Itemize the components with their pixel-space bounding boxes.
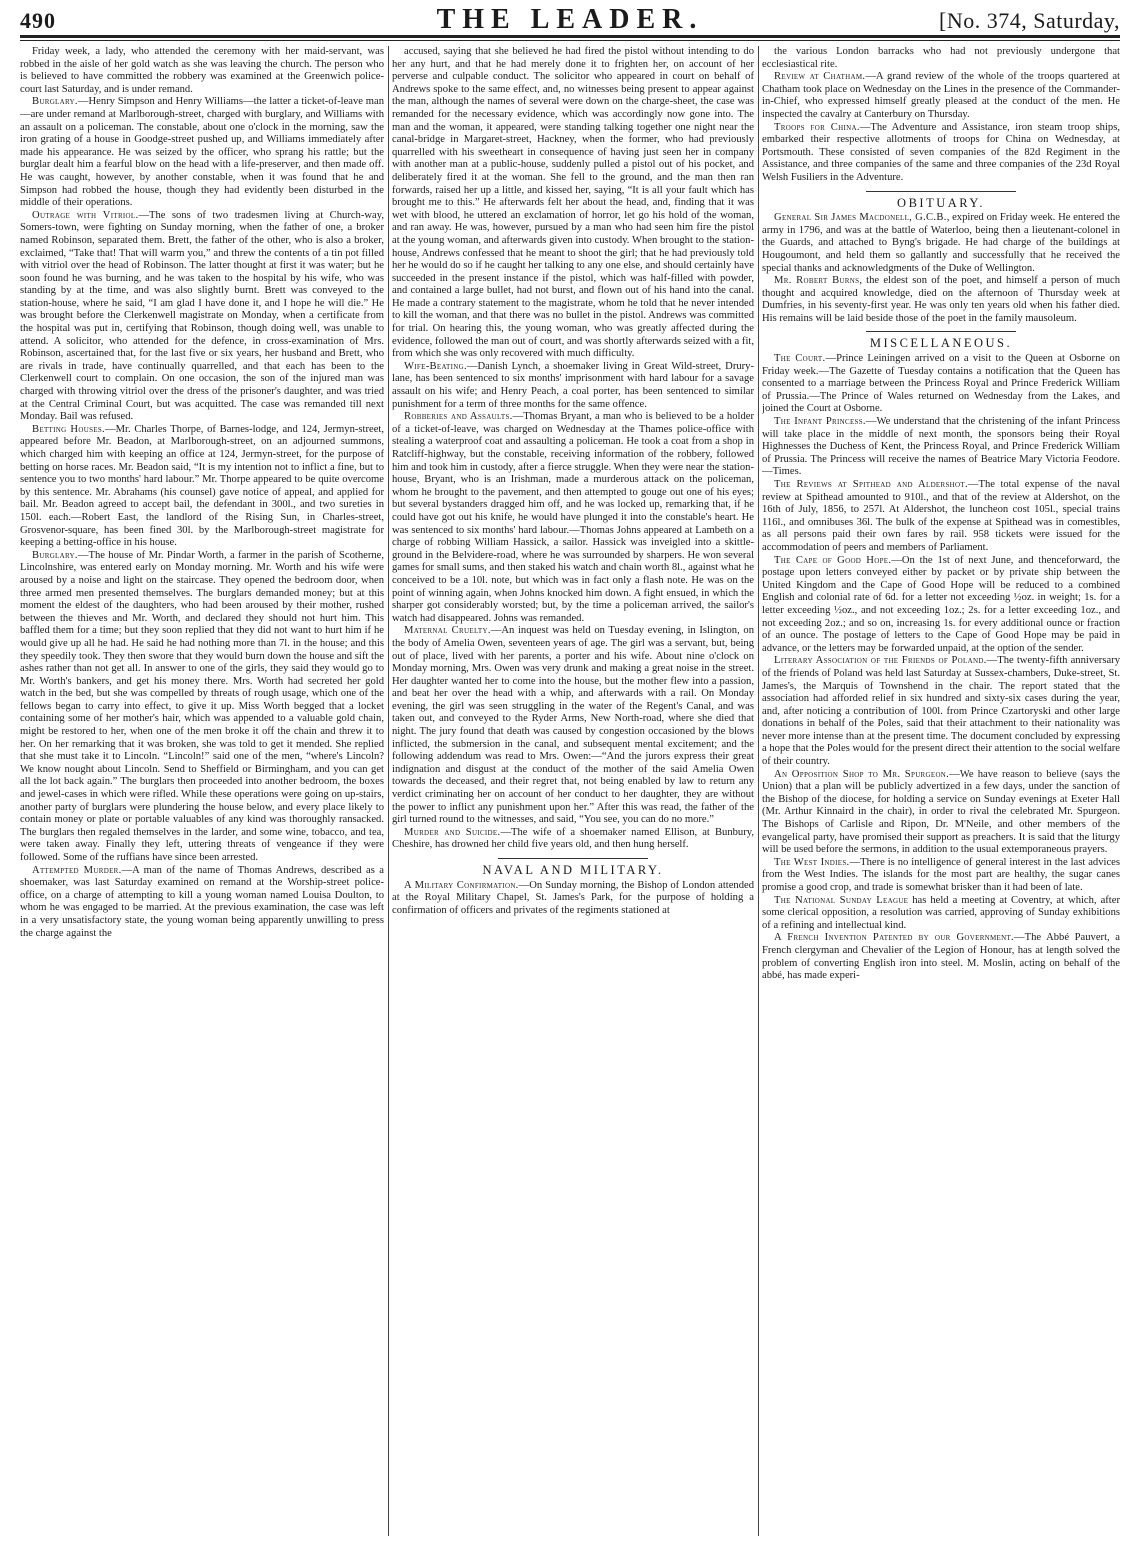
article-paragraph <box>392 411 754 625</box>
article-paragraph <box>20 210 384 424</box>
article-paragraph <box>392 827 754 852</box>
article-paragraph <box>762 555 1120 656</box>
article-text: —Thomas Bryant, a man who is believed to be a holder of a ticket-of-leave, was charged on Wednesday at the Thames police-office with stealing a waterproof coat and assaulting a policeman. He took a coat from a shop in Ratcliff-highway, but the constable, receiving information of the robbery, followed him and took him in custody, after a fierce struggle. When they were near the station-house, Bryant, who is an Irishman, made a murderous attack on the policeman, whom he brought to the pavement, and then attempted to gouge out one of his eyes; but several bystanders dragged him off, and he was locked up, remarking that, if he could have got out his knife, he would have plunged it into the constable's heart. He was sentenced to six months' hard labour.—Thomas Johns appeared at Lambeth on a charge of robbing William Hassick, a sailor. Hassick was inveigled into a skittle-ground in the Belvidere-road, where he was surrounded by sharpers. He won several games for small sums, and then staked his watch and chain worth 8l., against what he conceived to be a 10l. note, but which was in fact only a flash note. He was on the point of winning again, when Johns knocked him down. A fight ensued, in which the sharper got considerably worsted; but, by the time a policeman arrived, the sailor's watch had disappeared. Johns was remanded. <box>392 411 754 624</box>
article-paragraph <box>20 424 384 550</box>
column-3 <box>762 46 1120 1536</box>
article-paragraph <box>762 122 1120 185</box>
article-text: has held a meeting at Coventry, at which, after some clerical opposition, a resolution was carried, approving of Sunday exhibitions of a refining and intellectual kind. <box>762 894 1120 931</box>
article-paragraph <box>762 769 1120 857</box>
article-text: —The Abbé Pauvert, a French clergyman and Chevalier of the Legion of Honour, has at length solved the problem of converting English iron into steel. M. Moslin, acting on behalf of the abbé, has made experi- <box>762 932 1120 982</box>
article-paragraph <box>20 96 384 209</box>
article-text: —Mr. Charles Thorpe, of Barnes-lodge, and 124, Jermyn-street, appeared before Mr. Beadon, at Marlborough-street, on an adjourned summons, which charged him with keeping an office at 124, Jermyn-street, for the purpose of betting on horse races. Mr. Beadon said, “It is my intention not to inflict a fine, but to sentence you to two months' hard labour.” Mr. Thorpe appeared to be quite overcome by this sentence. Mr. Abrahams (his counsel) gave notice of appeal, and applied for bail. Mr. Beadon agreed to accept bail, the defendant in 300l., and two sureties in 150l. each.—Robert East, the landlord of the Rising Sun, in Charles-street, Grosvenor-square, has been fined 30l. by the Marlborough-street magistrate for keeping a betting-office in his house. <box>20 423 384 549</box>
column-2 <box>392 46 754 1536</box>
article-lead: Troops for China. <box>774 121 860 133</box>
article-text: —The house of Mr. Pindar Worth, a farmer in the parish of Scotherne, Lincolnshire, was entered early on Monday morning. Mr. Worth and his wife were aroused by a noise and light on the staircase. They opened the bedroom door, when three armed men presented themselves. The burglars demanded money; but at this moment the eldest of the daughters, who had been aroused by their mother, rushed between the thieves and Mr. Worth, and declared they should not hurt him. This baffled them for a time; but they soon replied that they did not want to hurt him if he would give up all he had. He said he had nothing more than 7l. in the house; and this they speedily took. They then swore that they would burn down the house and sift the ashes rather than not get all. In answer to one of the girls, they said they would go to Mr. Worth's bankers, and get his money there. Mrs. Worth had secreted her gold watch in the bed, but she was compelled by threats of rough usage, which one of the fellows began to carry into effect, to give it up. Miss Worth begged that a locket containing some of her mother's hair, which was appended to a valuable gold chain, might be restored to her, when one of the men broke it off the chain and threw it to her. On her remarking that it was broken, she was told to get it mended. She replied that she must take it to Lincoln. “Lincoln!” said one of the men, “where's Lincoln? We know nought about Lincoln. Send to Sheffield or Birmingham, and you can get all the lot back again.” The burglars then proceeded into another bedroom, the boxes and jewel-cases in which were rifled. While these operations were going on up-stairs, another party of burglars were plundering the house below, and every place likely to contain money or plate or portable valuables of any kind was thoroughly ransacked. The burglars then regaled themselves in the larder, and some wine, tobacco, and tea, were taken away. Finally they left, uttering threats of vengeance if they were followed. Some of the ruffians have since been arrested. <box>20 549 384 863</box>
article-text: , expired on Friday week. He entered the army in 1796, and was at the battle of Waterloo, being then a lieutenant-colonel in the Guards, and attached to Byng's brigade. He had charge of the buildings at Hougoumont, and held them so gallantly and successfully that he received the special thanks and acknowledgments of the Duke of Wellington. <box>762 212 1120 274</box>
article-lead: Attempted Murder. <box>32 864 122 876</box>
article-lead: An Opposition Shop to Mr. Spurgeon. <box>774 768 950 780</box>
col1-articles <box>20 46 384 940</box>
column-divider <box>388 46 389 1536</box>
article-lead: Review at Chatham. <box>774 71 866 83</box>
article-lead: Burglary. <box>32 96 78 108</box>
column-1 <box>20 46 384 1536</box>
section-divider <box>866 331 1016 332</box>
newspaper-title: THE LEADER. <box>436 4 704 35</box>
masthead <box>20 4 1120 34</box>
article-paragraph <box>762 416 1120 479</box>
article-lead: Outrage with Vitriol. <box>32 209 139 221</box>
article-paragraph <box>762 895 1120 933</box>
article-text: —The wife of a shoemaker named Ellison, at Bunbury, Cheshire, has drowned her child five years old, and then hung herself. <box>392 826 754 851</box>
article-text: —The sons of two tradesmen living at Church-way, Somers-town, were fighting on Sunday morning, when the father of one, a broker named Robinson, separated them. Brett, the father of the other, who is also a broker, exclaimed, “Take that! That will warm you,” and threw the contents of a tin pot filled with vitriol over the head of Robinson. The latter thought at first it was water; but he soon found he was burning, and he was taken to the hospital by his wife, who was standing by at the time, and was also slightly burnt. Brett was conveyed to the station-house, where he said, “I am glad I have done it, and I hope he will die.” He was brought before the Clerkenwell magistrate on Monday, when a certificate from the hospital was put in, certifying that Robinson, though doing well, was unable to attend. A solicitor, who attended for the defence, in cross-examination of Mrs. Robinson, ascertained that, for the last five or six years, her husband and Brett, who are rivals in trade, have continually quarrelled, and that each has been to the Clerkenwell court to complain. On one occasion, the son of the injured man was charged with throwing vitriol over the dress of the prisoner's daughter, and was tried at the Central Criminal Court, but was acquitted. The case was remanded till next Monday. Bail was refused. <box>20 209 384 423</box>
article-lead: The West Indies. <box>774 856 850 868</box>
article-lead: The Court. <box>774 353 826 365</box>
article-paragraph <box>762 46 1120 71</box>
article-paragraph <box>20 550 384 865</box>
article-text: —We understand that the christening of the infant Princess will take place in the middle of next month, the sponsors being their Royal Highnesses the Duchess of Kent, the Princess Royal, and Prince Frederick William of Prussia. The Princess will receive the names of Beatrice Mary Victoria Feodore.—Times. <box>762 416 1120 478</box>
obituary-articles <box>762 212 1120 325</box>
article-lead: The Reviews at Spithead and Aldershot. <box>774 479 968 490</box>
masthead-rule <box>20 35 1120 38</box>
article-paragraph <box>20 865 384 941</box>
article-text: , the eldest son of the poet, and himself a person of much thought and acquired knowledge, died on the afternoon of Thursday week at Dumfries, in his seventy-first year. He was only ten years old when his father died. His remains will be laid beside those of the poet in the family mausoleum. <box>762 275 1120 324</box>
section-divider <box>498 858 648 859</box>
article-paragraph <box>762 71 1120 121</box>
article-paragraph <box>762 655 1120 768</box>
article-lead: Betting Houses. <box>32 423 106 435</box>
article-text: —There is no intelligence of general interest in the last advices from the West Indies. The islands for the most part are healthy, the sugar canes promise a good crop, and trade is somewhat brisker than it had been of late. <box>762 856 1120 893</box>
article-lead: A French Invention Patented by our Government. <box>774 932 1014 944</box>
section-heading-naval: NAVAL AND MILITARY. <box>482 863 664 877</box>
article-text: —The total expense of the naval review at Spithead amounted to 910l., and that of the review at Aldershot, on the 16th of July, 1856, to 257l. At Aldershot, the luncheon cost 105l., special trains 116l., and omnibuses 36l. The bulk of the expense at Spithead was in comestibles, as all persons paid their own fares by rail. 958 tickets were issued for the accommodation of peers and members of Parliament. <box>762 479 1120 553</box>
article-lead: Murder and Suicide. <box>404 826 501 838</box>
column-divider <box>758 46 759 1536</box>
section-divider <box>866 191 1016 192</box>
article-lead: The Infant Princess. <box>774 416 866 428</box>
article-lead: A Military Confirmation. <box>404 879 519 891</box>
col3-articles <box>762 46 1120 185</box>
article-lead: Burglary. <box>32 549 78 561</box>
article-paragraph <box>392 880 754 918</box>
article-lead: Robberies and Assaults. <box>404 411 513 423</box>
article-text: —On the 1st of next June, and thenceforward, the postage upon letters conveyed either by packet or by private ship between the United Kingdom and the Cape of Good Hope will be reduced to a combined English and colonial rate of 6d. for a letter not exceeding ½oz. in weight; 1s. for a letter exceeding ½oz., and not exceeding 1oz.; 2s. for a letter exceeding 1oz., and not exceeding 2oz.; and so on, increasing 1s. for every additional ounce or fraction of an ounce. The postage of letters to the Cape of Good Hope may be paid in advance, or the letters may be forwarded unpaid, at the option of the sender. <box>762 554 1120 654</box>
article-text: —The Adventure and Assistance, iron steam troop ships, embarked their respective allotments of troops for China on Wednesday, at Portsmouth. These consisted of seven companies of the 82d Regiment in the Assistance, and three companies of the same and three companies of the 23d Royal Welsh Fusiliers in the Adventure. <box>762 121 1120 183</box>
section-heading-miscellaneous: MISCELLANEOUS. <box>869 336 1013 351</box>
article-lead: The National Sunday League <box>774 894 909 906</box>
page-number: 490 <box>20 8 56 33</box>
article-text: —The twenty-fifth anniversary of the friends of Poland was held last Saturday at Sussex-chambers, Duke-street, St. James's, the Marquis of Townshend in the chair. The report stated that the association had afforded relief in six hundred and sixty-six cases during the year, and, after noticing a contribution of 100l. from Prince Czartoryski and other large donations in behalf of the Poles, said that their attachment to their nationality was never more intense than at the present time. The document concluded by expressing a hope that the Poles would for the present direct their attention to the social welfare of their country. <box>762 655 1120 768</box>
article-lead: Mr. Robert Burns <box>774 275 860 287</box>
article-text: accused, saying that she believed he had fired the pistol without intending to do her any hurt, and that he had merely done it to frighten her, on account of her perverse and culpable conduct. The solicitor who appeared in court on behalf of Andrews spoke to the same effect, and, no witnesses being present to appear against the man, although the names of several were down on the charge-sheet, the case was remanded for the necessary evidence, which was accordingly now gone into. The man and the woman, it appeared, were standing talking together one night near the canal-bridge in Margaret-street, Hackney, when the former, who had previously quarrelled with his sweetheart in consequence of having just seen her in company with another man at a public-house, suddenly pulled a pistol out of his pocket, and deliberately fired it at the woman. She fell to the ground, and the man then ran forwards, raised her up a little, and kissed her, saying, “It is all your fault which has brought me to this.” He afterwards felt her about the head, and, finding that it was wet with blood, he uttered an exclamation of horror, let go his hold of the woman, and ran away. He was, however, pursued by a man who had seen him fire the pistol at the young woman, and afterwards given into custody. When brought to the station-house, Andrews confessed that he meant to shoot the girl; that he had previously told her he would do so if he caught her talking to any one else, and should certainly have succeeded in the present instance if the pistol, which was half-filled with powder, and contained a large bullet, had not burst, and flown out of his hand into the canal. He made a contrary statement to the magistrate, whom he told that he never intended to kill the woman, and that there was no bullet in the pistol. Andrews was committed for trial. On hearing this, the young woman, who was greatly affected during the evidence, followed the man out of court, and was shortly afterwards seized with a fit, from which she was only recovered with much difficulty. <box>392 46 754 360</box>
article-text: —Henry Simpson and Henry Williams—the latter a ticket-of-leave man—are under remand at Marlborough-street, charged with burglary, and Williams with an assault on a policeman. The constable, about one o'clock in the morning, saw the iron grating of a house in Goodge-street pushed up, and Williams immediately after made his appearance. He was seized by the officer, who sprang his rattle; but the burglar dealt him a fearful blow on the head with a life-preserver, and then made off. He was caught, however, by another constable, when it was found that he and Simpson had robbed the house, though they had evidently been disturbed in the middle of their operations. <box>20 96 384 209</box>
article-paragraph <box>20 46 384 96</box>
article-text: —Prince Leiningen arrived on a visit to the Queen at Osborne on Friday week.—The Gazette of Tuesday contains a notification that the Queen has consented to a marriage between the Princess Royal and Prince Frederick William of Prussia.—The Prince of Wales returned on Wednesday from the Lakes, and joined the Court at Osborne. <box>762 353 1120 415</box>
article-paragraph <box>762 932 1120 982</box>
issue-label: [No. 374, Saturday, <box>939 8 1120 33</box>
article-text: —A man of the name of Thomas Andrews, described as a shoemaker, was last Saturday examined on remand at the Worship-street police-office, on a charge of attempting to kill a young woman named Louisa Doulton, to whom he was engaged to be married. At the previous examination, the case was left in a very unsatisfactory state, the young woman being apparently unwilling to press the charge against the <box>20 864 384 939</box>
article-lead: The Cape of Good Hope. <box>774 554 892 566</box>
masthead-rule-thin <box>20 40 1120 41</box>
article-text: —A grand review of the whole of the troops quartered at Chatham took place on Wednesday on the Lines in the presence of the Commander-in-Chief, who expressed himself greatly pleased at the conduct of the men. He inspected the cavalry at Canterbury on Thursday. <box>762 71 1120 120</box>
article-paragraph <box>762 212 1120 275</box>
article-paragraph <box>392 361 754 411</box>
article-text: Friday week, a lady, who attended the ceremony with her maid-servant, was robbed in the aisle of her gold watch as she was leaving the church. The person who is believed to have committed the robbery was examined at the Greenwich police-court last Saturday, and is under remand. <box>20 46 384 95</box>
article-text: —An inquest was held on Tuesday evening, in Islington, on the body of Amelia Owen, seventeen years of age. The girl was a servant, but, being out of place, lived with her parents, a porter and his wife. About nine o'clock on Monday morning, Mrs. Owen was very drunk and making a great noise in the street. Her daughter wanted her to come into the house, but the mother flew into a passion, and beat her over the head with a whip, and afterwards with a rail. On Monday evening, the girl was seen struggling in the water of the Regent's Canal, and was taken out, and conveyed to the Ryder Arms, New North-road, where she died that night. The jury found that death was caused by congestion occasioned by the blows inflicted, the submersion in the canal, and subsequent mental excitement; and the following addendum was read to Mrs. Owen:—“And the jurors express their great indignation and disgust at the conduct of the mother of the said Amelia Owen towards the deceased, and their regret that, not being enabled by law to return any verdict criminating her on account of her conduct to her daughter, they are without the power to inflict any punishment upon her.” After this was read, the father of the girl turned round to the witnesses, and said, “You see, you can do no more.” <box>392 625 754 826</box>
article-lead: General Sir James Macdonell, G.C.B. <box>774 212 947 224</box>
naval-articles <box>392 880 754 918</box>
article-text: the various London barracks who had not previously undergone that ecclesiastical rite. <box>762 46 1120 70</box>
col2-articles <box>392 46 754 852</box>
article-paragraph <box>392 46 754 361</box>
article-lead: Literary Association of the Friends of Poland. <box>774 655 987 667</box>
misc-articles <box>762 353 1120 983</box>
article-paragraph <box>762 275 1120 325</box>
article-text: —We have reason to believe (says the Union) that a plan will be publicly advertized in a few days, under the sanction of the Bishop of the diocese, for holding a service on Sunday evenings at Exeter Hall (Mr. Arthur Kinnaird in the chair), in order to rival the celebrated Mr. Spurgeon. The Bishops of Carlisle and Ripon, Dr. M'Neile, and other members of the evangelical party, have promised their support as preachers. It is said that the liturgy will be used before the sermons, in addition to the usual extemporaneous prayers. <box>762 768 1120 856</box>
article-text: —On Sunday morning, the Bishop of London attended at the Royal Military Chapel, St. James's Park, for the purpose of holding a confirmation of officers and privates of the regiments stationed at <box>392 879 754 916</box>
article-paragraph <box>392 625 754 827</box>
article-lead: Maternal Cruelty. <box>404 625 491 637</box>
article-paragraph <box>762 479 1120 555</box>
article-lead: Wife-Beating. <box>404 360 467 372</box>
article-text: —Danish Lynch, a shoemaker living in Great Wild-street, Drury-lane, has been sentenced to six months' imprisonment with hard labour for a savage assault on his wife; and Henry Peach, a coal porter, has been sentenced to similar punishment for a term of three months for the same offence. <box>392 360 754 410</box>
article-paragraph <box>762 353 1120 416</box>
section-heading-obituary: OBITUARY. <box>897 195 985 210</box>
article-paragraph <box>762 857 1120 895</box>
